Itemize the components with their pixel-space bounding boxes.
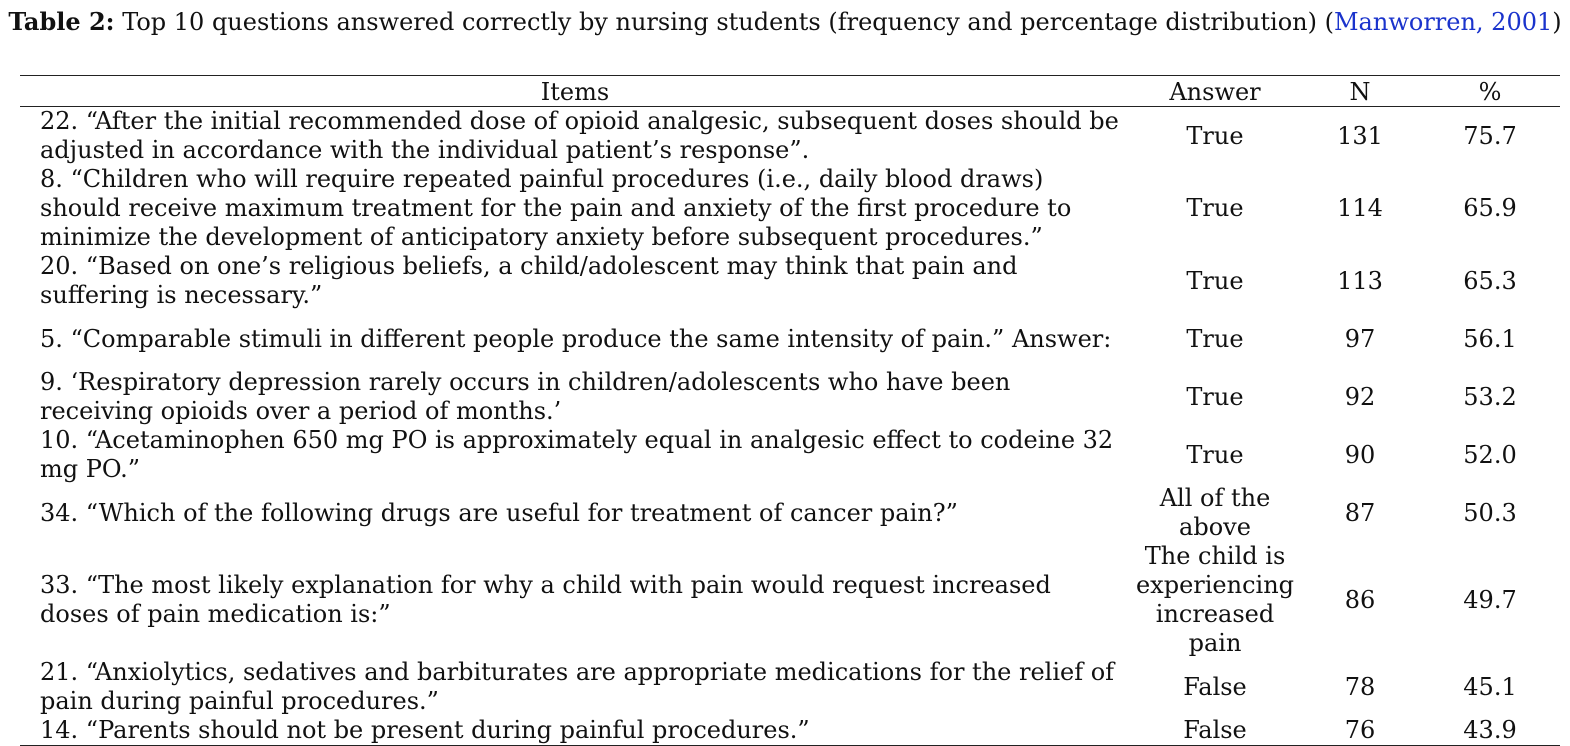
answer-cell: True bbox=[1186, 382, 1244, 411]
table-row bbox=[20, 368, 1560, 426]
header-items: Items bbox=[20, 76, 1130, 107]
caption-text: Top 10 questions answered correctly by nursing students (frequency and percentage distribution) ( bbox=[122, 8, 1334, 36]
answer-cell: True bbox=[1186, 194, 1244, 222]
item-text: 33. “The most likely explanation for why a child with pain would request increased doses of pain medication is:” bbox=[40, 571, 1051, 628]
pct-cell: 45.1 bbox=[1463, 672, 1517, 701]
pct-cell: 65.9 bbox=[1463, 194, 1517, 222]
pct-cell: 53.2 bbox=[1463, 382, 1517, 411]
item-text: 21. “Anxiolytics, sedatives and barbiturates are appropriate medications for the relief of pain during painful procedures.” bbox=[40, 658, 1115, 715]
answer-cell: All of the above bbox=[1159, 484, 1271, 541]
n-cell: 113 bbox=[1337, 266, 1383, 295]
answer-cell: True bbox=[1186, 121, 1244, 150]
item-text: 8. “Children who will require repeated painful procedures (i.e., daily blood draws) should receive maximum treatment for the pain and anxiety of the first procedure to minimize the development of anticipatory anxiety before subsequent procedures.” bbox=[40, 165, 1072, 251]
header-answer: Answer bbox=[1130, 76, 1300, 107]
item-text: 22. “After the initial recommended dose of opioid analgesic, subsequent doses should be adjusted in accordance with the individual patient’s response”. bbox=[40, 107, 1119, 164]
pct-cell: 75.7 bbox=[1463, 121, 1517, 150]
pct-cell: 49.7 bbox=[1463, 585, 1517, 614]
item-text: 20. “Based on one’s religious beliefs, a child/adolescent may think that pain and suffering is necessary.” bbox=[40, 252, 1018, 309]
pct-cell: 56.1 bbox=[1463, 324, 1517, 353]
n-cell: 90 bbox=[1344, 440, 1376, 469]
pct-cell: 65.3 bbox=[1463, 266, 1517, 295]
table-caption bbox=[0, 6, 1570, 38]
answer-cell: True bbox=[1186, 266, 1244, 295]
results-table bbox=[20, 75, 1560, 746]
header-pct: % bbox=[1420, 76, 1560, 107]
n-cell: 114 bbox=[1337, 194, 1383, 222]
answer-cell: True bbox=[1186, 440, 1244, 469]
citation-link[interactable]: Manworren, 2001 bbox=[1333, 8, 1553, 36]
pct-cell: 43.9 bbox=[1420, 716, 1560, 746]
table-row bbox=[20, 426, 1560, 484]
caption-label: Table 2: bbox=[8, 7, 115, 36]
table-row bbox=[20, 716, 1560, 746]
item-text: 14. “Parents should not be present during painful procedures.” bbox=[20, 716, 1130, 746]
answer-cell: False bbox=[1183, 672, 1247, 701]
item-text: 10. “Acetaminophen 650 mg PO is approximately equal in analgesic effect to codeine 32 mg PO.” bbox=[40, 426, 1114, 483]
answer-cell: False bbox=[1130, 716, 1300, 746]
table-row bbox=[20, 484, 1560, 542]
table-row bbox=[20, 542, 1560, 658]
item-text: 34. “Which of the following drugs are useful for treatment of cancer pain?” bbox=[40, 498, 958, 527]
table-row bbox=[20, 310, 1560, 368]
pct-cell: 52.0 bbox=[1463, 440, 1517, 469]
table-row bbox=[20, 252, 1560, 310]
item-text: 9. ‘Respiratory depression rarely occurs in children/adolescents who have been receiving opioids over a period of months.’ bbox=[40, 368, 1011, 425]
n-cell: 76 bbox=[1300, 716, 1420, 746]
answer-cell: True bbox=[1186, 324, 1244, 353]
n-cell: 87 bbox=[1344, 498, 1376, 527]
caption-close: ) bbox=[1552, 8, 1562, 36]
table-row bbox=[20, 107, 1560, 166]
item-text: 5. “Comparable stimuli in different people produce the same intensity of pain.” Answer: bbox=[40, 324, 1112, 353]
table-row bbox=[20, 658, 1560, 716]
n-cell: 131 bbox=[1337, 121, 1383, 150]
table-row bbox=[20, 165, 1560, 252]
n-cell: 86 bbox=[1344, 585, 1376, 614]
n-cell: 92 bbox=[1344, 382, 1376, 411]
n-cell: 78 bbox=[1344, 672, 1376, 701]
header-row bbox=[20, 76, 1560, 107]
pct-cell: 50.3 bbox=[1463, 498, 1517, 527]
answer-cell: The child is experiencing increased pain bbox=[1135, 542, 1295, 657]
header-n: N bbox=[1300, 76, 1420, 107]
n-cell: 97 bbox=[1344, 324, 1376, 353]
